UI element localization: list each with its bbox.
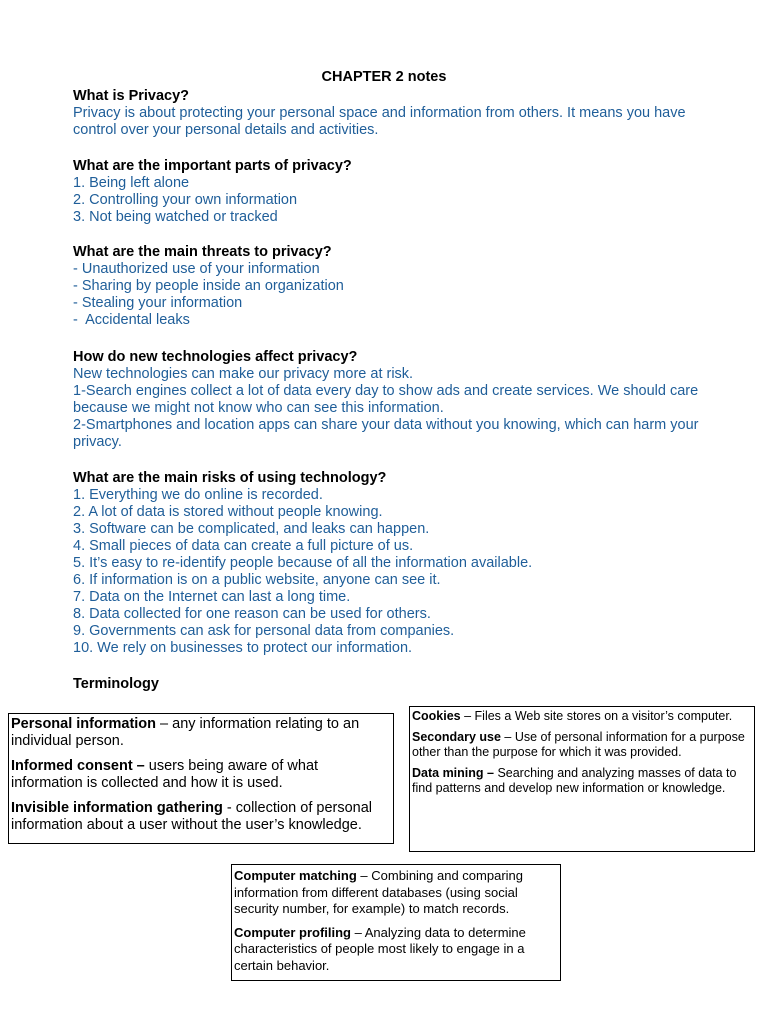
answer-line: - Stealing your information bbox=[73, 295, 243, 311]
answer-line: 8. Data collected for one reason can be used for others. bbox=[73, 606, 431, 622]
answer-line: 10. We rely on businesses to protect our information. bbox=[73, 640, 413, 656]
terminology-box-computer bbox=[231, 864, 561, 981]
section-question: What are the main threats to privacy? bbox=[73, 244, 332, 260]
answer-line: 3. Not being watched or tracked bbox=[73, 209, 278, 225]
term-name: Computer profiling bbox=[234, 924, 351, 940]
term-entry bbox=[234, 925, 560, 975]
answer-line: 2. A lot of data is stored without people knowing. bbox=[73, 504, 383, 520]
answer-line: - Accidental leaks bbox=[73, 312, 190, 328]
answer-line: 2. Controlling your own information bbox=[73, 192, 298, 208]
term-entry bbox=[11, 758, 393, 792]
term-definition: – Analyzing data to determine characteristics of people most likely to engage in a certain behavior. bbox=[234, 924, 526, 973]
term-name: Secondary use bbox=[412, 729, 501, 744]
section-question: What are the main risks of using technology? bbox=[73, 470, 387, 486]
answer-line: 7. Data on the Internet can last a long time. bbox=[73, 589, 351, 605]
term-name: Computer matching bbox=[234, 868, 357, 883]
term-definition: – any information relating to an individual person. bbox=[11, 716, 360, 749]
page-title: CHAPTER 2 notes bbox=[321, 69, 447, 85]
term-entry bbox=[234, 868, 560, 918]
section-what-is-privacy bbox=[73, 88, 713, 139]
answer-line: 3. Software can be complicated, and leaks can happen. bbox=[73, 521, 430, 537]
section-answer bbox=[73, 261, 713, 329]
section-threats bbox=[73, 244, 713, 329]
answer-line: - Sharing by people inside an organization bbox=[73, 278, 344, 294]
section-new-technologies bbox=[73, 349, 713, 451]
section-main-risks bbox=[73, 470, 713, 657]
terminology-heading: Terminology bbox=[73, 676, 159, 692]
answer-line: 1-Search engines collect a lot of data every day to show ads and create services. We should care because we might not know who can see this information. bbox=[73, 383, 703, 416]
answer-line: 1. Being left alone bbox=[73, 175, 190, 191]
section-answer bbox=[73, 175, 713, 226]
term-name: Data mining – bbox=[412, 765, 494, 780]
term-entry bbox=[11, 716, 393, 750]
answer-line: 6. If information is on a public website, anyone can see it. bbox=[73, 572, 441, 588]
section-question: What are the important parts of privacy? bbox=[73, 158, 352, 174]
section-question: What is Privacy? bbox=[73, 88, 190, 104]
section-important-parts bbox=[73, 158, 713, 226]
term-entry bbox=[412, 766, 754, 797]
section-answer bbox=[73, 366, 713, 451]
term-name: Cookies bbox=[412, 709, 461, 723]
terminology-box-cookies bbox=[409, 706, 755, 852]
term-definition: users being aware of what information is collected and how it is used. bbox=[11, 758, 319, 791]
section-answer bbox=[73, 105, 713, 139]
term-definition: - collection of personal information about a user without the user’s knowledge. bbox=[11, 800, 372, 833]
term-definition: – Use of personal information for a purpose other than the purpose for which it was provided. bbox=[412, 729, 745, 759]
answer-line: 4. Small pieces of data can create a full picture of us. bbox=[73, 538, 414, 554]
answer-line: 2-Smartphones and location apps can share your data without you knowing, which can harm your privacy. bbox=[73, 417, 703, 450]
terminology-box-personal bbox=[8, 713, 394, 844]
answer-line: New technologies can make our privacy more at risk. bbox=[73, 366, 414, 382]
term-definition: Searching and analyzing masses of data to find patterns and develop new information or knowledge. bbox=[412, 765, 737, 795]
term-name: Informed consent – bbox=[11, 758, 145, 774]
section-answer bbox=[73, 487, 713, 657]
term-name: Personal information bbox=[11, 716, 157, 732]
term-entry bbox=[412, 730, 754, 761]
term-entry bbox=[11, 800, 393, 834]
answer-line: 9. Governments can ask for personal data from companies. bbox=[73, 623, 455, 639]
answer-line: 1. Everything we do online is recorded. bbox=[73, 487, 323, 503]
section-question: How do new technologies affect privacy? bbox=[73, 349, 358, 365]
term-definition: – Files a Web site stores on a visitor’s computer. bbox=[460, 709, 733, 723]
answer-line: Privacy is about protecting your personal space and information from others. It means you have control over your personal details and activities. bbox=[73, 105, 690, 138]
answer-line: - Unauthorized use of your information bbox=[73, 261, 320, 277]
term-name: Invisible information gathering bbox=[11, 800, 223, 816]
answer-line: 5. It’s easy to re-identify people because of all the information available. bbox=[73, 555, 533, 571]
term-entry bbox=[412, 709, 754, 725]
term-definition: – Combining and comparing information from different databases (using social security number, for example) to match records. bbox=[234, 868, 524, 916]
